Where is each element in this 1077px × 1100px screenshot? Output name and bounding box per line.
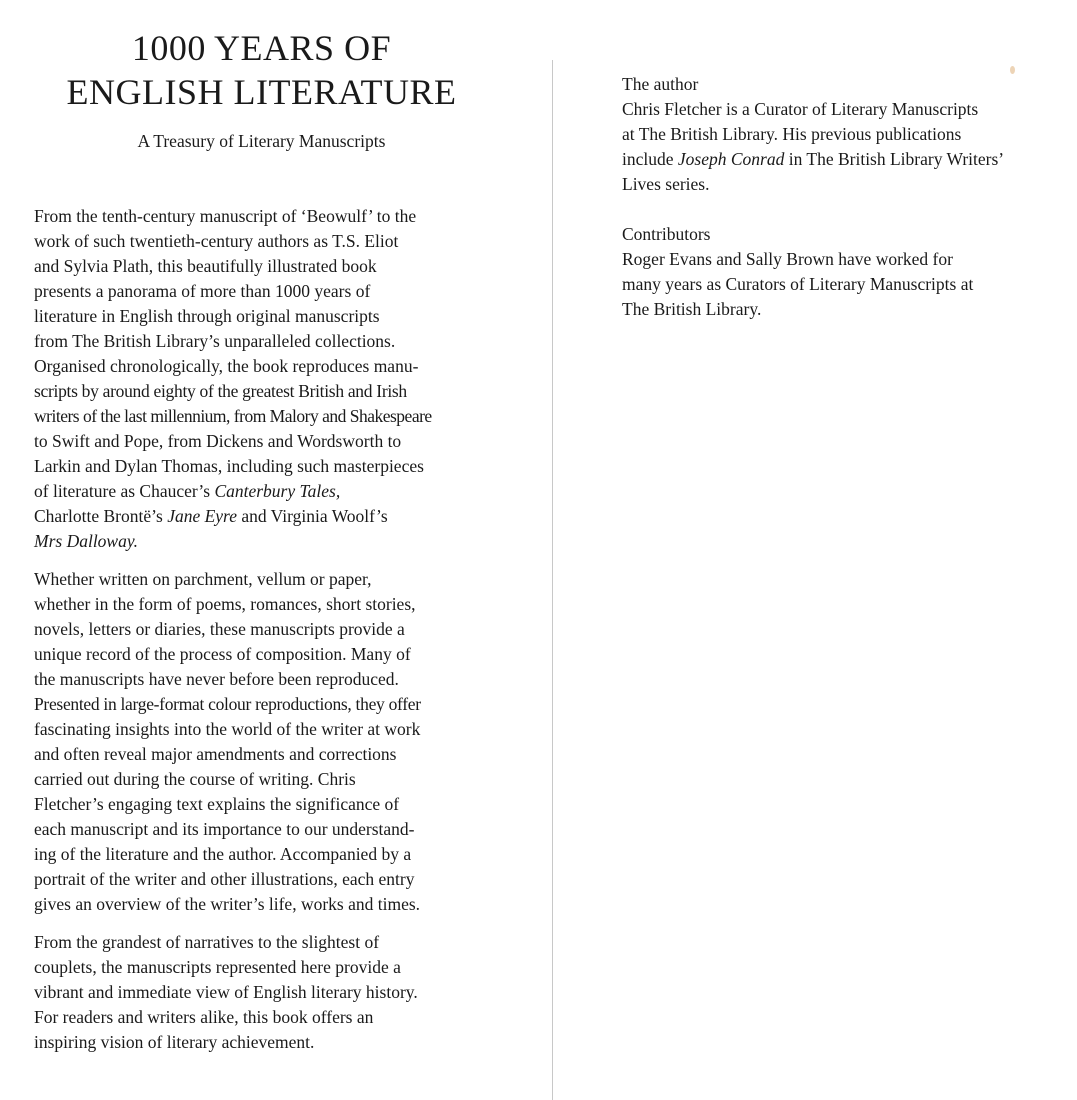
text-line: from The British Library’s unparalleled collections.	[34, 331, 396, 351]
contributors-section	[622, 222, 1062, 322]
text-line: novels, letters or diaries, these manuscripts provide a	[34, 619, 405, 639]
text-line: carried out during the course of writing. Chris	[34, 769, 356, 789]
text-line: The British Library.	[622, 299, 762, 319]
text-line: and often reveal major amendments and corrections	[34, 744, 397, 764]
fold-divider	[552, 60, 553, 1100]
text-line: scripts by around eighty of the greatest British and Irish	[34, 381, 407, 401]
text-line	[34, 479, 494, 504]
text-line: and Sylvia Plath, this beautifully illustrated book	[34, 256, 377, 276]
text-line: Larkin and Dylan Thomas, including such masterpieces	[34, 456, 424, 476]
text-line: at The British Library. His previous publications	[622, 124, 962, 144]
text-line: many years as Curators of Literary Manuscripts at	[622, 274, 974, 294]
text-line: For readers and writers alike, this book offers an	[34, 1007, 374, 1027]
text-line: to Swift and Pope, from Dickens and Wordsworth to	[34, 431, 402, 451]
front-flap	[34, 26, 494, 1055]
back-flap	[622, 72, 1062, 322]
text-line: Lives series.	[622, 174, 710, 194]
blurb-paragraph-2	[34, 567, 494, 917]
text-line: Presented in large-format colour reproductions, they offer	[34, 694, 421, 714]
author-heading: The author	[622, 74, 699, 94]
text-line: ing of the literature and the author. Accompanied by a	[34, 844, 412, 864]
text-line: vibrant and immediate view of English literary history.	[34, 982, 418, 1002]
book-subtitle: A Treasury of Literary Manuscripts	[137, 131, 386, 151]
text-line: whether in the form of poems, romances, short stories,	[34, 594, 416, 614]
text-line: presents a panorama of more than 1000 years of	[34, 281, 371, 301]
italic-title: Jane Eyre	[167, 506, 237, 526]
blurb-paragraph-3	[34, 930, 494, 1055]
text-line: literature in English through original manuscripts	[34, 306, 380, 326]
book-title-line-1: 1000 YEARS OF	[131, 28, 392, 68]
text-line	[622, 147, 1062, 172]
book-title	[34, 26, 489, 114]
author-section	[622, 72, 1062, 197]
text-line: couplets, the manuscripts represented here provide a	[34, 957, 401, 977]
text-line: Fletcher’s engaging text explains the significance of	[34, 794, 400, 814]
author-bio	[622, 72, 1062, 197]
text-line: portrait of the writer and other illustrations, each entry	[34, 869, 415, 889]
text-line	[34, 529, 494, 554]
text-span: and Virginia Woolf’s	[236, 506, 388, 526]
text-span: of literature as Chaucer’s	[34, 481, 215, 501]
text-line: From the tenth-century manuscript of ‘Beowulf’ to the	[34, 206, 417, 226]
italic-title: Mrs Dalloway.	[34, 531, 139, 551]
italic-title: Joseph Conrad	[677, 149, 785, 169]
text-line: fascinating insights into the world of the writer at work	[34, 719, 421, 739]
text-line: each manuscript and its importance to our understand-	[34, 819, 415, 839]
contributors-heading: Contributors	[622, 224, 711, 244]
text-line	[34, 504, 494, 529]
italic-title: Canterbury Tales,	[214, 481, 341, 501]
text-line: the manuscripts have never before been reproduced.	[34, 669, 399, 689]
text-line: inspiring vision of literary achievement.	[34, 1032, 315, 1052]
text-line: Organised chronologically, the book reproduces manu-	[34, 356, 419, 376]
text-line: unique record of the process of composition. Many of	[34, 644, 411, 664]
text-line: work of such twentieth-century authors as T.S. Eliot	[34, 231, 399, 251]
text-line: writers of the last millennium, from Malory and Shakespeare	[34, 406, 432, 426]
text-line: Roger Evans and Sally Brown have worked for	[622, 249, 953, 269]
text-line: From the grandest of narratives to the slightest of	[34, 932, 380, 952]
blurb	[34, 204, 494, 1055]
contributors-bio	[622, 222, 1062, 322]
book-title-line-2: ENGLISH LITERATURE	[66, 72, 457, 112]
blurb-paragraph-1	[34, 204, 494, 554]
text-line: gives an overview of the writer’s life, works and times.	[34, 894, 421, 914]
text-span: in The British Library Writers’	[784, 149, 1005, 169]
text-line: Chris Fletcher is a Curator of Literary Manuscripts	[622, 99, 979, 119]
text-span: include	[622, 149, 678, 169]
text-span: Charlotte Brontë’s	[34, 506, 168, 526]
text-line: Whether written on parchment, vellum or paper,	[34, 569, 372, 589]
